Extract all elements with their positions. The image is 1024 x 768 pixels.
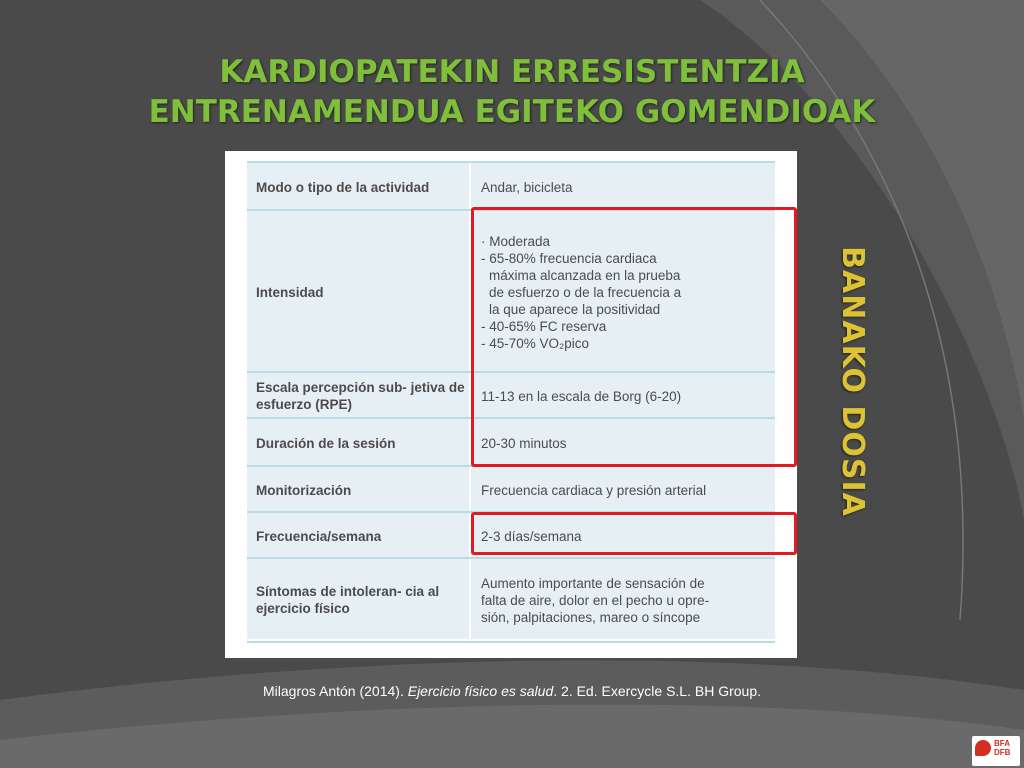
row-value-line: 20-30 minutos (481, 435, 567, 451)
row-label-line: Intensidad (256, 284, 324, 300)
row-value-line: 2-3 días/semana (481, 528, 582, 544)
citation-title: Ejercicio físico es salud (407, 683, 554, 699)
logo-text (994, 739, 1010, 757)
row-value-line: · Moderada (481, 233, 551, 249)
logo-text-line-1: BFA (994, 739, 1010, 748)
table-row (247, 161, 775, 211)
row-label (247, 513, 471, 559)
row-value-line: - 40-65% FC reserva (481, 318, 607, 334)
row-label-line: jetiva de esfuerzo (RPE) (256, 380, 465, 412)
row-value (473, 163, 775, 211)
row-label-line: Monitorización (256, 482, 352, 498)
row-value-line: máxima alcanzada en la prueba (489, 267, 681, 283)
side-label (822, 246, 882, 516)
row-value-line: de esfuerzo o de la frecuencia a (489, 284, 682, 300)
bizkaia-logo (972, 736, 1020, 766)
row-value-line: Andar, bicicleta (481, 179, 573, 195)
row-label (247, 211, 471, 373)
row-value (473, 559, 775, 641)
row-value-line: 11-13 en la escala de Borg (6-20) (481, 388, 682, 404)
citation-edition: . 2. Ed. Exercycle S.L. BH Group. (553, 683, 762, 699)
row-label (247, 163, 471, 211)
row-value-line: - 65-80% frecuencia cardiaca (481, 250, 657, 266)
slide-title-line-2: ENTRENAMENDUA EGITEKO GOMENDIOAK (148, 94, 876, 130)
row-label-line: Escala percepción sub- (256, 380, 407, 395)
row-value-line: - 45-70% VO₂pico (481, 335, 590, 351)
row-value-line: la que aparece la positividad (489, 301, 661, 317)
citation-author: Milagros Antón (2014). (262, 683, 408, 699)
highlight-box-dose (471, 207, 797, 467)
table-row (247, 465, 775, 513)
row-label-line: Duración de la sesión (256, 435, 396, 451)
row-label (247, 559, 471, 641)
logo-text-line-2: DFB (994, 748, 1011, 757)
row-label-line: Síntomas de intoleran- (256, 584, 402, 599)
row-label-line: cia al ejercicio físico (256, 584, 440, 616)
row-label-line: Frecuencia/semana (256, 528, 382, 544)
row-label (247, 373, 471, 419)
recommendation-table-image (225, 151, 797, 658)
row-value-line: Frecuencia cardiaca y presión arterial (481, 482, 707, 498)
table-row (247, 557, 775, 643)
slide-title (0, 52, 1024, 132)
row-value (473, 467, 775, 513)
row-value-line: falta de aire, dolor en el pecho u opre- (481, 592, 710, 608)
row-label-line: la actividad (355, 179, 430, 195)
side-label-text: BANAKO DOSIA (834, 245, 870, 517)
logo-mark-icon (975, 740, 991, 756)
row-label (247, 419, 471, 467)
row-value-line: Aumento importante de sensación de (481, 575, 705, 591)
highlight-box-frequency (471, 512, 797, 555)
row-label (247, 467, 471, 513)
slide-title-line-1: KARDIOPATEKIN ERRESISTENTZIA (219, 54, 805, 90)
row-label-line: Modo o tipo de (256, 179, 352, 195)
citation (0, 683, 1024, 699)
row-value-line: sión, palpitaciones, mareo o síncope (481, 609, 701, 625)
